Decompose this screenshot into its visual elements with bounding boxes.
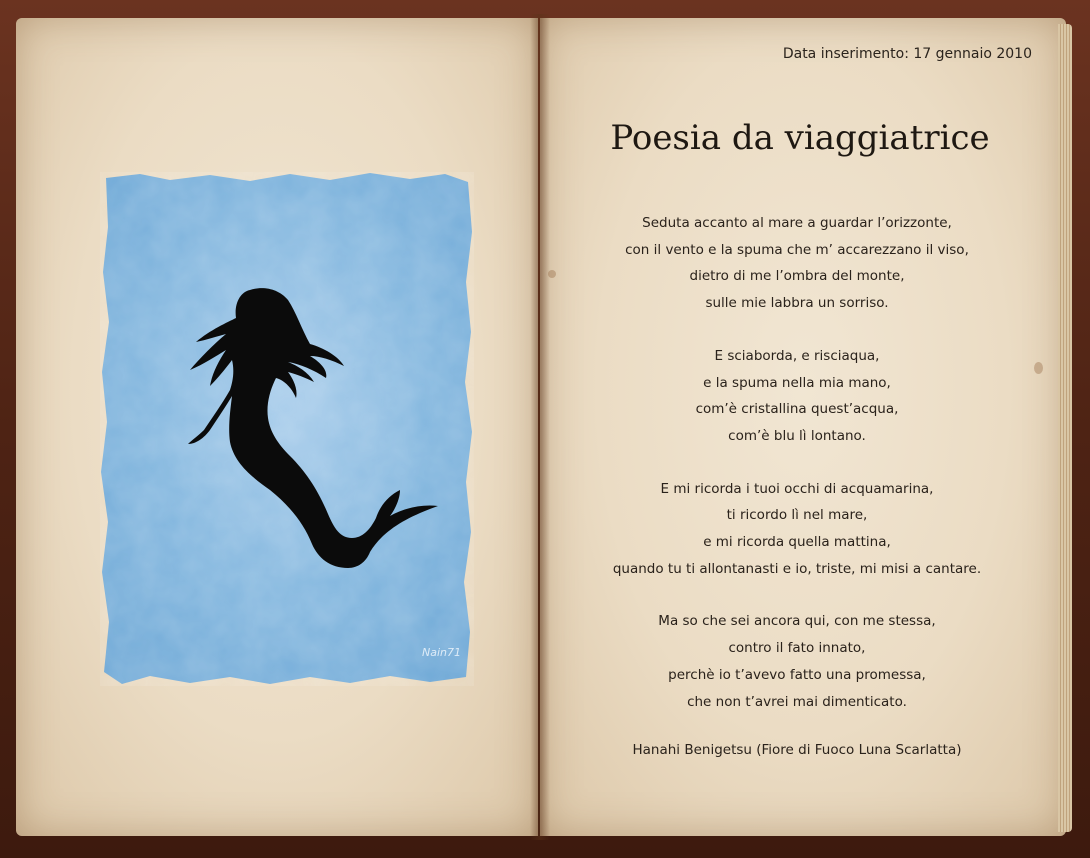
poem-line: ti ricordo lì nel mare, [726, 507, 868, 524]
poem-title: Poesia da viaggiatrice [610, 118, 990, 158]
poem-author: Hanahi Benigetsu (Fiore di Fuoco Luna Scarlatta) [632, 742, 962, 758]
water-texture [100, 172, 474, 686]
poem-line: e mi ricorda quella mattina, [703, 534, 891, 551]
poem-stanza-1 [540, 210, 1054, 317]
poem-stanza-3 [540, 476, 1054, 583]
poem-body [540, 210, 1054, 741]
poem-line: e la spuma nella mia mano, [703, 374, 891, 391]
poem-stanza-2 [540, 343, 1054, 450]
poem-line: con il vento e la spuma che m’ accarezzano il viso, [625, 241, 969, 258]
poem-line: contro il fato innato, [728, 640, 866, 657]
poem-line: dietro di me l’ombra del monte, [689, 268, 905, 285]
poem-line: Ma so che sei ancora qui, con me stessa, [658, 613, 936, 630]
poem-line: com’è cristallina quest’acqua, [695, 401, 899, 418]
poem-line: E mi ricorda i tuoi occhi di acquamarina, [660, 480, 934, 497]
poem-line: Seduta accanto al mare a guardar l’orizzonte, [642, 215, 952, 231]
artist-signature: Nain71 [422, 646, 461, 659]
poem-line: com’è blu lì lontano. [728, 427, 866, 444]
mermaid-illustration-svg [100, 172, 474, 686]
page-edges [1058, 24, 1072, 832]
date-label: Data inserimento: 17 gennaio 2010 [782, 46, 1032, 62]
poem-line: perchè io t’avevo fatto una promessa, [668, 666, 926, 683]
poem-line: quando tu ti allontanasti e io, triste, mi misi a cantare. [612, 560, 982, 577]
poem-line: E sciaborda, e risciaqua, [714, 347, 880, 364]
mermaid-illustration [100, 172, 474, 686]
poem-stanza-4 [540, 608, 1054, 715]
poem-line: sulle mie labbra un sorriso. [705, 295, 889, 312]
poem-line: che non t’avrei mai dimenticato. [687, 693, 907, 710]
